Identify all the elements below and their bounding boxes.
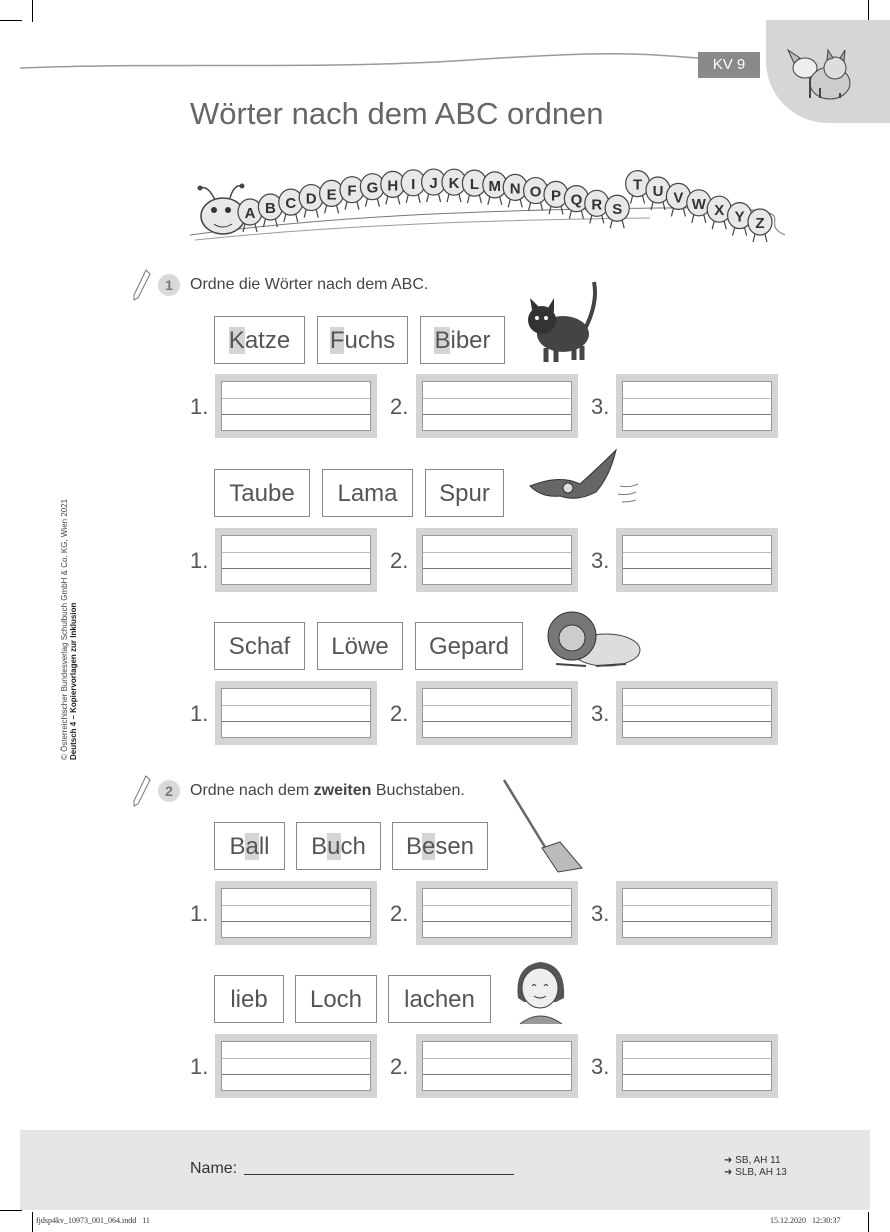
answer-number-label: 2. [390, 1054, 409, 1079]
caterpillar-letter: A [244, 205, 256, 222]
copyright-text: © Österreichischer Bundesverlag Schulbuch GmbH & Co. KG, Wien 2021 [60, 498, 69, 760]
print-date: 15.12.2020 12:30:37 [770, 1216, 841, 1225]
word-card: Ball [214, 822, 285, 870]
reference-sb: ➜ SB, AH 11 [724, 1155, 781, 1166]
caterpillar-letter: G [366, 179, 379, 197]
crop-mark [868, 1212, 869, 1232]
word-card: Loch [295, 975, 377, 1023]
answer-number-label: 1. [190, 548, 209, 573]
caterpillar-letter: D [305, 190, 317, 208]
caterpillar-letter: R [591, 196, 603, 214]
caterpillar-letter: W [691, 195, 706, 213]
answer-number-label: 2. [390, 901, 409, 926]
caterpillar-letter: Q [570, 191, 583, 209]
word-card: Lama [322, 469, 413, 517]
page-title: Wörter nach dem ABC ordnen [190, 96, 604, 131]
header-rule [20, 40, 700, 80]
answer-number-label: 1. [190, 394, 209, 419]
caterpillar-segment [381, 171, 405, 204]
answer-writing-box[interactable] [215, 374, 377, 438]
answer-writing-box[interactable] [215, 881, 377, 945]
caterpillar-letter: B [264, 199, 276, 217]
caterpillar-letter: F [347, 182, 357, 200]
dog-cat-illustration [780, 38, 860, 108]
answer-writing-box[interactable] [416, 528, 578, 592]
caterpillar-segment [320, 180, 344, 213]
exercise-1-instruction: Ordne die Wörter nach dem ABC. [190, 276, 429, 293]
answer-writing-box[interactable] [616, 881, 778, 945]
caterpillar-letter: E [326, 186, 337, 204]
caterpillar-segment [748, 209, 772, 242]
caterpillar-letter: V [673, 189, 684, 207]
caterpillar-letter: N [509, 180, 521, 198]
caterpillar-letter: K [448, 175, 460, 193]
answer-writing-box[interactable] [616, 681, 778, 745]
crop-mark [32, 1212, 33, 1232]
exercise-1-number: 1 [158, 274, 180, 296]
word-card: Taube [214, 469, 310, 517]
caterpillar-letter: T [633, 176, 643, 194]
word-card: lieb [214, 975, 284, 1023]
crop-mark [0, 20, 22, 21]
caterpillar-letter: H [387, 177, 399, 195]
word-card: Gepard [415, 622, 523, 670]
answer-writing-box[interactable] [416, 1034, 578, 1098]
answer-number-label: 3. [591, 1054, 610, 1079]
word-card: Löwe [317, 622, 403, 670]
answer-number-label: 1. [190, 901, 209, 926]
answer-number-label: 3. [591, 394, 610, 419]
answer-writing-box[interactable] [416, 374, 578, 438]
word-card: Spur [425, 469, 504, 517]
bird-illustration [520, 446, 642, 516]
caterpillar-letter: U [652, 183, 664, 200]
word-card: Fuchs [317, 316, 408, 364]
lion-illustration [546, 604, 644, 672]
answer-writing-box[interactable] [616, 374, 778, 438]
crop-mark [0, 1210, 22, 1211]
caterpillar-letter: O [529, 183, 542, 201]
answer-number-label: 3. [591, 901, 610, 926]
answer-number-label: 1. [190, 1054, 209, 1079]
caterpillar-letter: Y [734, 208, 745, 226]
caterpillar-letter: M [488, 177, 502, 195]
word-card: Schaf [214, 622, 305, 670]
answer-number-label: 2. [390, 394, 409, 419]
name-label: Name: [190, 1160, 238, 1177]
pencil-icon [132, 268, 152, 302]
caterpillar-letter: Z [755, 215, 765, 232]
broom-illustration [498, 776, 586, 874]
caterpillar-letter: J [429, 175, 438, 193]
answer-number-label: 1. [190, 701, 209, 726]
answer-writing-box[interactable] [416, 881, 578, 945]
worksheet-badge: KV 9 [698, 52, 760, 78]
caterpillar-letter: X [714, 202, 725, 220]
caterpillar-letter: L [469, 176, 479, 194]
caterpillar-segment [360, 174, 384, 207]
series-text: Deutsch 4 – Kopiervorlagen zur Inklusion [69, 602, 78, 760]
exercise-2-instruction: Ordne nach dem zweiten Buchstaben. [190, 782, 465, 799]
caterpillar-letter: C [285, 195, 297, 213]
answer-writing-box[interactable] [616, 528, 778, 592]
crop-mark [868, 0, 869, 22]
word-card: Besen [392, 822, 488, 870]
girl-illustration [510, 958, 570, 1026]
cat-illustration [518, 272, 600, 364]
answer-writing-box[interactable] [416, 681, 578, 745]
word-card: lachen [388, 975, 491, 1023]
copyright-sidebar [60, 499, 78, 760]
word-card: Katze [214, 316, 305, 364]
answer-writing-box[interactable] [215, 1034, 377, 1098]
name-input-line[interactable] [244, 1174, 514, 1175]
answer-number-label: 2. [390, 548, 409, 573]
caterpillar-segment [340, 177, 364, 210]
crop-mark [32, 0, 33, 22]
alphabet-caterpillar [190, 140, 790, 250]
reference-slb: ➜ SLB, AH 13 [724, 1167, 787, 1178]
answer-number-label: 3. [591, 701, 610, 726]
caterpillar-letter: I [411, 175, 416, 193]
caterpillar-segment [605, 195, 629, 228]
answer-writing-box[interactable] [616, 1034, 778, 1098]
exercise-2-number: 2 [158, 780, 180, 802]
pencil-icon [132, 774, 152, 808]
answer-number-label: 2. [390, 701, 409, 726]
answer-writing-box[interactable] [215, 528, 377, 592]
word-card: Buch [296, 822, 381, 870]
caterpillar-letter: P [550, 187, 562, 205]
answer-number-label: 3. [591, 548, 610, 573]
file-info: fjdsp4kv_10973_001_064.indd 11 [36, 1216, 150, 1225]
word-card: Biber [420, 316, 505, 364]
caterpillar-letter: S [612, 201, 623, 219]
answer-writing-box[interactable] [215, 681, 377, 745]
